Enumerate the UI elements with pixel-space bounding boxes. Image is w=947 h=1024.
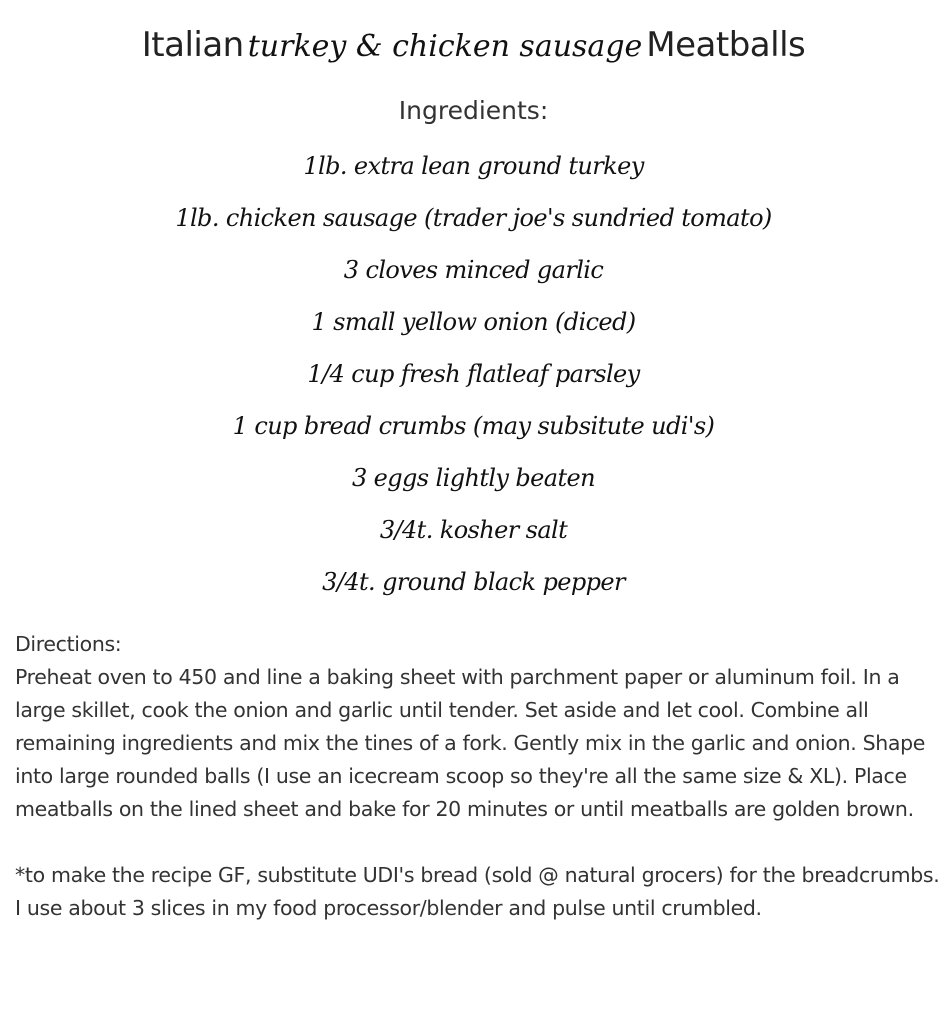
- ingredient-item: 3/4t. ground black pepper: [322, 568, 625, 596]
- recipe-title: [0, 22, 947, 68]
- ingredient-list: [0, 140, 947, 608]
- directions-text: Preheat oven to 450 and line a baking sheet with parchment paper or aluminum foil. In a large skillet, cook the onion and garlic until tender. Set aside and let cool. Combine all remaining ingredients and mix the tines of a fork. Gently mix in the garlic and onion. Shape into large rounded balls (I use an icecream scoop so they're all the same size & XL). Place meatballs on the lined sheet and bake for 20 minutes or until meatballs are golden brown.: [15, 665, 926, 821]
- ingredient-item: 1/4 cup fresh flatleaf parsley: [307, 360, 640, 388]
- ingredient-item: 1 small yellow onion (diced): [311, 308, 636, 336]
- ingredient-item: 3 cloves minced garlic: [343, 256, 604, 284]
- title-suffix: Meatballs: [646, 25, 806, 65]
- directions-section: [15, 628, 940, 925]
- ingredient-item: 3 eggs lightly beaten: [351, 464, 596, 492]
- ingredient-item: 3/4t. kosher salt: [379, 516, 568, 544]
- gluten-free-note: *to make the recipe GF, substitute UDI's bread (sold @ natural grocers) for the breadcrumbs. I use about 3 slices in my food processor/blender and pulse until crumbled.: [15, 863, 940, 920]
- ingredient-item: 1lb. chicken sausage (trader joe's sundried tomato): [175, 204, 772, 232]
- ingredients-heading: Ingredients:: [398, 96, 549, 125]
- title-script: turkey & chicken sausage: [247, 29, 643, 64]
- ingredient-item: 1lb. extra lean ground turkey: [303, 152, 644, 180]
- ingredient-item: 1 cup bread crumbs (may subsitute udi's): [232, 412, 715, 440]
- directions-heading: Directions:: [15, 632, 122, 656]
- title-prefix: Italian: [141, 25, 244, 65]
